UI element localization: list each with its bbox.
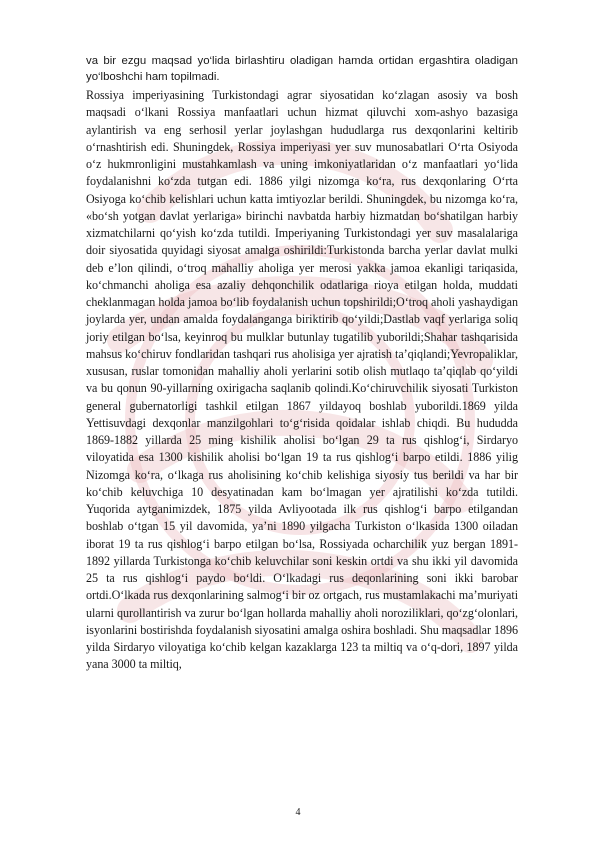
document-body [86,54,518,674]
main-paragraph: Rossiya imperiyasining Turkistondagi agrar siyosatidan ko‘zlagan asosiy va bosh maqsadi o‘lkani Rossiya manfaatlari uchun hizmat qiluvchi xom-ashyo bazasiga aylantirish va eng serhosil yerlar joylashgan hududlarga rus dexqonlarini keltirib o‘rnashtirish edi. Shuningdek, Rossiya imperiyasi yer suv munosabatlari O‘rta Osiyoda o‘z hukmronligini mustahkamlash va uning imkoniyatlaridan o‘z manfaatlari yo‘lida foydalanishni ko‘zda tutgan edi. 1886 yilgi nizomga ko‘ra, rus dexqonlaring O‘rta Osiyoga ko‘chib kelishlari uchun katta imtiyozlar berildi. Shuningdek, bu nizomga ko‘ra, «bo‘sh yotgan davlat yerlariga» birinchi navbatda harbiy hizmatdan bo‘shatilgan harbiy xizmatchilarni qo‘yish ko‘zda tutildi. Imperiyaning Turkistondagi yer suv masalalariga doir siyosatida quyidagi siyosat amalga oshirildi:Turkistonda barcha yerlar davlat mulki deb e’lon qilindi, o‘troq mahalliy aholiga yer merosi yakka jamoa ekanligi tariqasida, ko‘chmanchi aholiga esa azaliy dehqonchilik odatlariga rioya etilgan holda, muddati cheklanmagan holda jamoa bo‘lib foydalanish uchun topshirildi;O‘troq aholi yashaydigan joylarda yer, undan amalda foydalanganga biriktirib qo‘yildi;Dastlab vaqf yerlariga soliq joriy etilgan bo‘lsa, keyinroq bu mulklar butunlay tugatilib yuborildi;Shahar tashqarisida mahsus ko‘chiruv fondlaridan tashqari rus aholisiga yer ajratish ta’qiqlandi;Yevropaliklar, xususan, ruslar tomonidan mahalliy aholi yerlarini sotib olish mutlaqo ta’qiqlab qo‘yildi va bu qonun 90-yillarning oxirigacha saqlanib qolindi.Ko‘chiruvchilik siyosati Turkiston general gubernatorligi tashkil etilgan 1867 yildayoq boshlab yuborildi.1869 yilda Yettisuvdagi dexqonlar manzilgohlari to‘g‘risida qoidalar ishlab chiqdi. Bu hududda 1869-1882 yillarda 25 ming kishilik aholisi bo‘lgan 29 ta rus qishlog‘i, Sirdaryo viloyatida esa 1300 kishilik aholisi bo‘lgan 19 ta rus qishlog‘i barpo etildi. 1886 yilig Nizomga ko‘ra, o‘lkaga rus aholisining ko‘chib kelishiga siyosiy tus berildi va har bir ko‘chib keluvchiga 10 desyatinadan kam bo‘lmagan yer ajratilishi ko‘zda tutildi. Yuqorida aytganimizdek, 1875 yilda Avliyootada ilk rus qishlog‘i barpo etilgandan boshlab o‘tgan 15 yil davomida, ya’ni 1890 yilgacha Turkiston o‘lkasida 1300 oiladan iborat 19 ta rus qishlog‘i barpo etilgan bo‘lsa, Rossiyada ocharchilik yuz bergan 1891-1892 yillarda Turkistonga ko‘chib keluvchilar soni keskin ortdi va shu ikki yil davomida 25 ta rus qishlog‘i paydo bo‘ldi. O‘lkadagi rus deqonlarining soni ikki barobar ortdi.O‘lkada rus dexqonlarining salmog‘i bir oz ortgach, rus mustamlakachi ma’muriyati ularni qurollantirish va zurur bo‘lgan hollarda mahalliy aholi noroziliklari, qo‘zg‘olonlari, isyonlarini bostirishda foydalanish siyosatini amalga oshira boshladi. Shu maqsadlar 1896 yilda Sirdaryo viloyatiga ko‘chib kelgan kazaklarga 123 ta miltiq va o‘q-dori, 1897 yilda yana 3000 ta miltiq, [86,88,518,672]
page-number: 4 [295,807,301,818]
intro-paragraph: va bir ezgu maqsad yo‘lida birlashtiru oladigan hamda ortidan ergashtira oladigan yo‘lboshchi ham topilmadi. [86,55,518,83]
